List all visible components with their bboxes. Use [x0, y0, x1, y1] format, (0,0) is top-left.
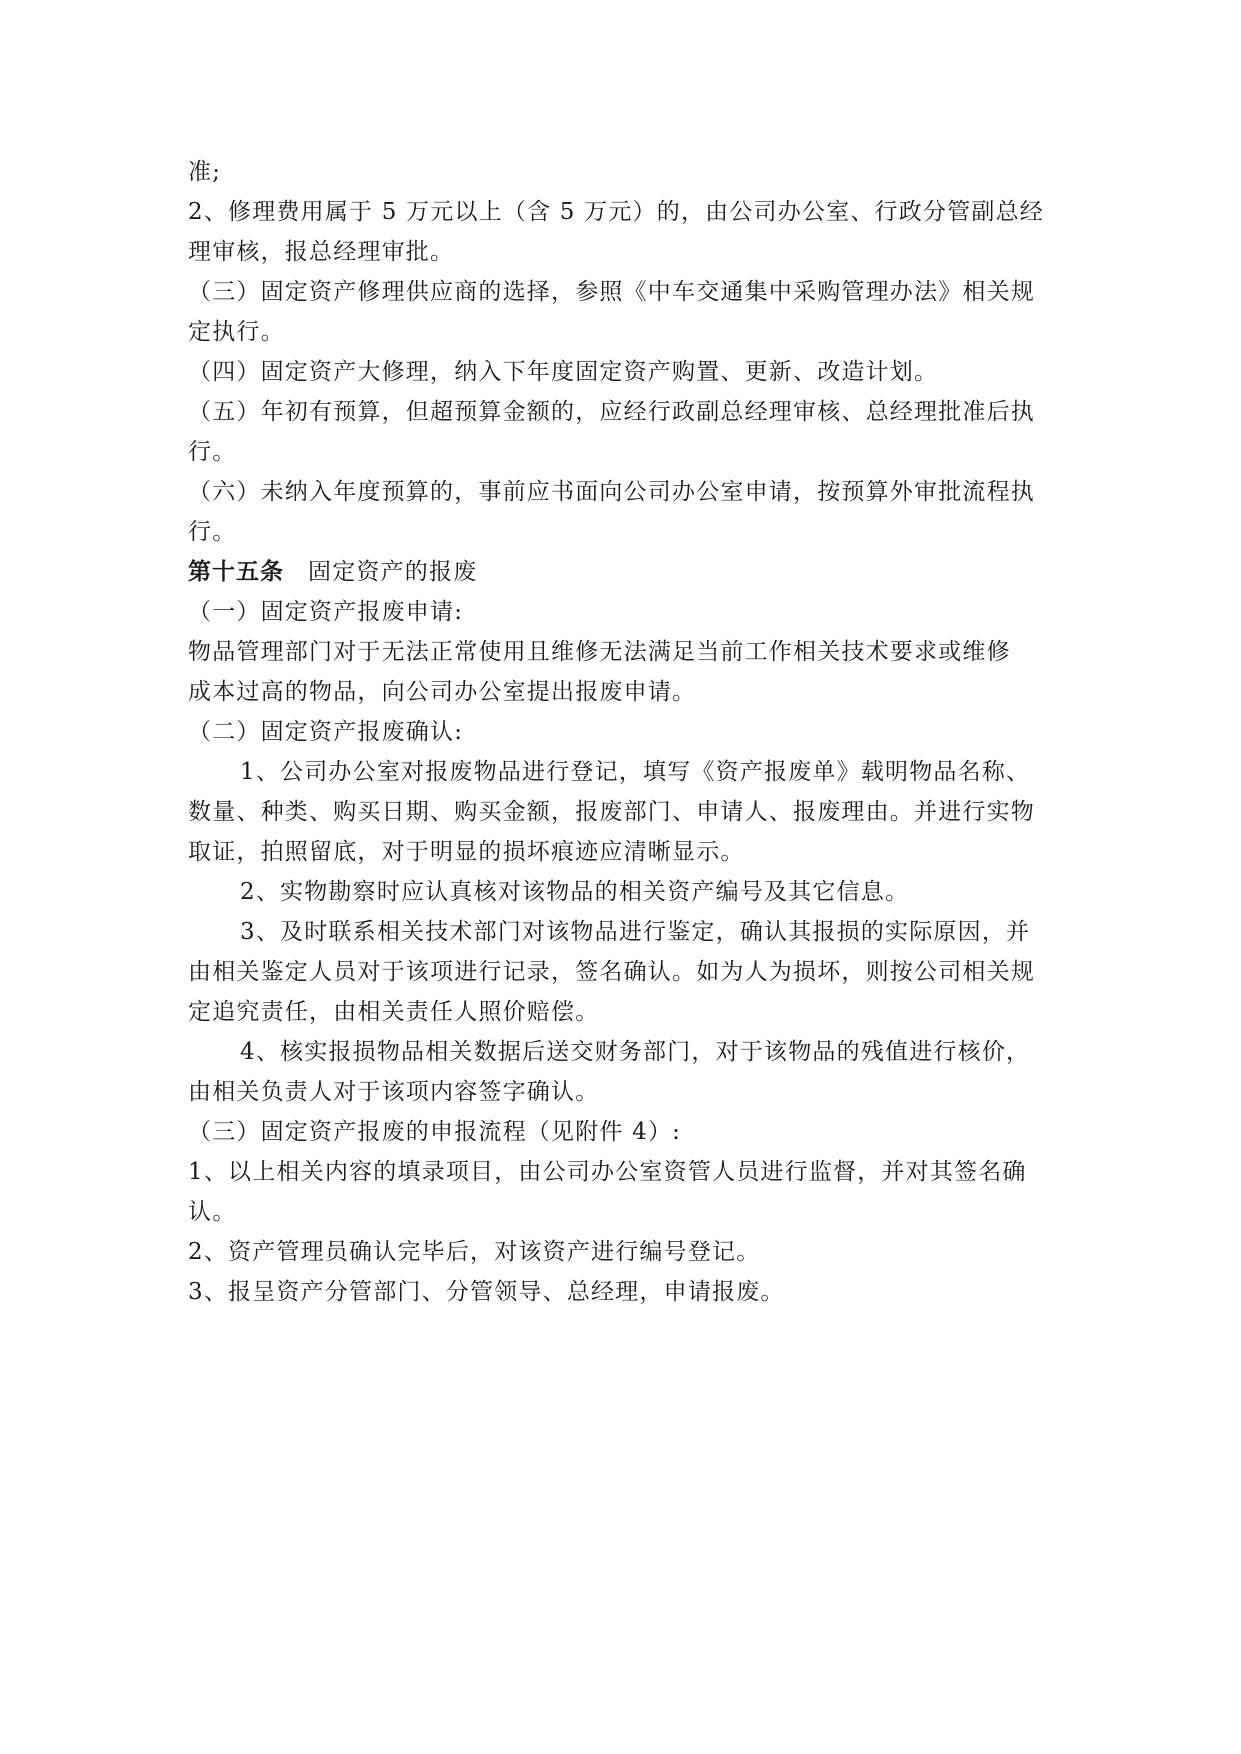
text-line: 3、及时联系相关技术部门对该物品进行鉴定，确认其报损的实际原因，并	[240, 919, 1031, 945]
text-line: 理审核，报总经理审批。	[188, 239, 455, 265]
text-line: 取证，拍照留底，对于明显的损坏痕迹应清晰显示。	[188, 839, 745, 865]
text-line: 1、公司办公室对报废物品进行登记，填写《资产报废单》载明物品名称、	[240, 759, 1031, 785]
text-line: （三）固定资产修理供应商的选择，参照《中车交通集中采购管理办法》相关规	[188, 279, 1035, 305]
text-line: 2、实物勘察时应认真核对该物品的相关资产编号及其它信息。	[240, 879, 910, 905]
text-line: （三）固定资产报废的申报流程（见附件 4）:	[188, 1119, 682, 1145]
text-line: （四）固定资产大修理，纳入下年度固定资产购置、更新、改造计划。	[188, 359, 939, 385]
text-line: 1、以上相关内容的填录项目，由公司办公室资管人员进行监督，并对其签名确	[188, 1159, 1027, 1185]
article-label: 第十五条	[188, 558, 284, 585]
text-line: 2、资产管理员确认完毕后，对该资产进行编号登记。	[188, 1239, 761, 1265]
text-line: 成本过高的物品，向公司办公室提出报废申请。	[188, 679, 697, 705]
text-line: 行。	[188, 439, 237, 465]
text-line: 定追究责任，由相关责任人照价赔偿。	[188, 999, 600, 1025]
text-line: 4、核实报损物品相关数据后送交财务部门，对于该物品的残值进行核价，	[240, 1039, 1031, 1065]
text-line: 由相关负责人对于该项内容签字确认。	[188, 1079, 600, 1105]
text-line: （一）固定资产报废申请:	[188, 599, 464, 625]
text-line: 认。	[188, 1199, 237, 1225]
text-line: 由相关鉴定人员对于该项进行记录，签名确认。如为人为损坏，则按公司相关规	[188, 959, 1035, 985]
text-line: （五）年初有预算，但超预算金额的，应经行政副总经理审核、总经理批准后执	[188, 399, 1035, 425]
text-line: 行。	[188, 519, 237, 545]
text-line: 定执行。	[188, 319, 285, 345]
text-line: 3、报呈资产分管部门、分管领导、总经理，申请报废。	[188, 1279, 785, 1305]
text-line: 2、修理费用属于 5 万元以上（含 5 万元）的，由公司办公室、行政分管副总经	[188, 199, 1044, 225]
article-heading	[188, 552, 1054, 592]
article-title: 固定资产的报废	[308, 559, 478, 585]
text-line: 数量、种类、购买日期、购买金额，报废部门、申请人、报废理由。并进行实物	[188, 799, 1035, 825]
text-line: 准;	[188, 159, 222, 185]
text-line: 物品管理部门对于无法正常使用且维修无法满足当前工作相关技术要求或维修	[188, 639, 1011, 665]
text-line: （六）未纳入年度预算的，事前应书面向公司办公室申请，按预算外审批流程执	[188, 479, 1035, 505]
document-page	[188, 152, 1054, 1312]
text-line: （二）固定资产报废确认:	[188, 719, 464, 745]
